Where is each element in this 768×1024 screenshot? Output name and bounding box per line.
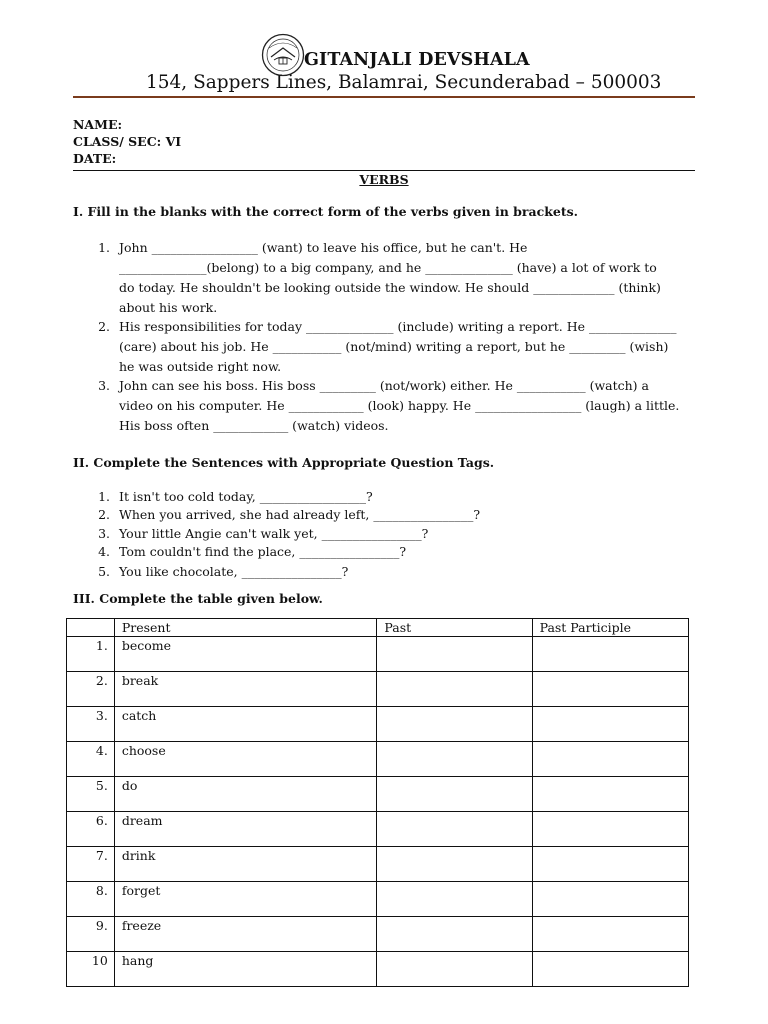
question-line: ______________(belong) to a big company, and he ______________ (have) a lot of work to — [119, 260, 657, 275]
present-cell: dream — [114, 812, 377, 847]
fields-divider — [73, 170, 695, 171]
past-answer-cell[interactable] — [377, 742, 532, 777]
section-2-heading: II. Complete the Sentences with Appropriate Question Tags. — [73, 455, 495, 470]
question-number: 3. — [98, 378, 110, 393]
table-row — [67, 847, 689, 882]
date-field-label: DATE: — [73, 151, 117, 166]
table-row — [67, 777, 689, 812]
row-number-cell: 2. — [67, 672, 115, 707]
question-line: video on his computer. He ____________ (look) happy. He _________________ (laugh) a little. — [119, 398, 680, 413]
tag-question-number: 1. — [98, 489, 110, 504]
participle-answer-cell[interactable] — [532, 742, 688, 777]
tag-question-text: You like chocolate, ________________? — [119, 564, 349, 579]
past-answer-cell[interactable] — [377, 707, 532, 742]
past-answer-cell[interactable] — [377, 777, 532, 812]
school-logo-icon — [261, 33, 305, 77]
question-line: John _________________ (want) to leave his office, but he can't. He — [119, 240, 528, 255]
question-line: His boss often ____________ (watch) videos. — [119, 418, 389, 433]
row-number-cell: 5. — [67, 777, 115, 812]
present-cell: break — [114, 672, 377, 707]
participle-answer-cell[interactable] — [532, 672, 688, 707]
section-3-heading: III. Complete the table given below. — [73, 591, 323, 606]
present-cell: freeze — [114, 917, 377, 952]
verb-forms-table — [66, 618, 689, 987]
past-answer-cell[interactable] — [377, 952, 532, 987]
row-number-cell: 3. — [67, 707, 115, 742]
past-answer-cell[interactable] — [377, 672, 532, 707]
tag-question-text: It isn't too cold today, _________________? — [119, 489, 373, 504]
column-header-number — [67, 619, 115, 637]
table-header-row — [67, 619, 689, 637]
tag-question-number: 5. — [98, 564, 110, 579]
header-divider — [73, 96, 695, 98]
past-answer-cell[interactable] — [377, 812, 532, 847]
section-1-heading: I. Fill in the blanks with the correct form of the verbs given in brackets. — [73, 204, 578, 219]
table-row — [67, 742, 689, 777]
past-answer-cell[interactable] — [377, 917, 532, 952]
class-section-label: CLASS/ SEC: VI — [73, 134, 182, 149]
present-cell: choose — [114, 742, 377, 777]
tag-question-text: Your little Angie can't walk yet, ________________? — [119, 526, 429, 541]
question-line: he was outside right now. — [119, 359, 282, 374]
past-answer-cell[interactable] — [377, 882, 532, 917]
tag-question-text: When you arrived, she had already left, ________________? — [119, 507, 481, 522]
row-number-cell: 1. — [67, 637, 115, 672]
row-number-cell: 7. — [67, 847, 115, 882]
present-cell: drink — [114, 847, 377, 882]
participle-answer-cell[interactable] — [532, 637, 688, 672]
question-line: do today. He shouldn't be looking outside the window. He should _____________ (think) — [119, 280, 661, 295]
participle-answer-cell[interactable] — [532, 707, 688, 742]
participle-answer-cell[interactable] — [532, 917, 688, 952]
column-header-past: Past — [377, 619, 532, 637]
question-line: His responsibilities for today ______________ (include) writing a report. He ______________ — [119, 319, 677, 334]
participle-answer-cell[interactable] — [532, 847, 688, 882]
tag-question-number: 4. — [98, 544, 110, 559]
tag-question-number: 2. — [98, 507, 110, 522]
present-cell: become — [114, 637, 377, 672]
present-cell: forget — [114, 882, 377, 917]
column-header-present: Present — [114, 619, 377, 637]
row-number-cell: 4. — [67, 742, 115, 777]
table-row — [67, 952, 689, 987]
row-number-cell: 10 — [67, 952, 115, 987]
past-answer-cell[interactable] — [377, 847, 532, 882]
table-row — [67, 812, 689, 847]
present-cell: do — [114, 777, 377, 812]
tag-question-number: 3. — [98, 526, 110, 541]
question-line: John can see his boss. His boss _________ (not/work) either. He ___________ (watch) a — [119, 378, 649, 393]
question-number: 1. — [98, 240, 110, 255]
present-cell: hang — [114, 952, 377, 987]
question-line: (care) about his job. He ___________ (not/mind) writing a report, but he _________ (wish) — [119, 339, 669, 354]
row-number-cell: 8. — [67, 882, 115, 917]
row-number-cell: 9. — [67, 917, 115, 952]
table-row — [67, 882, 689, 917]
name-field-label: NAME: — [73, 117, 123, 132]
question-number: 2. — [98, 319, 110, 334]
participle-answer-cell[interactable] — [532, 812, 688, 847]
table-row — [67, 637, 689, 672]
past-answer-cell[interactable] — [377, 637, 532, 672]
column-header-past-participle: Past Participle — [532, 619, 688, 637]
school-address: 154, Sappers Lines, Balamrai, Secunderabad – 500003 — [146, 72, 662, 93]
tag-question-text: Tom couldn't find the place, ________________? — [119, 544, 407, 559]
present-cell: catch — [114, 707, 377, 742]
participle-answer-cell[interactable] — [532, 952, 688, 987]
school-name: GITANJALI DEVSHALA — [304, 50, 530, 70]
row-number-cell: 6. — [67, 812, 115, 847]
table-row — [67, 917, 689, 952]
table-row — [67, 672, 689, 707]
table-row — [67, 707, 689, 742]
participle-answer-cell[interactable] — [532, 882, 688, 917]
question-line: about his work. — [119, 300, 218, 315]
worksheet-title: VERBS — [359, 172, 409, 187]
participle-answer-cell[interactable] — [532, 777, 688, 812]
